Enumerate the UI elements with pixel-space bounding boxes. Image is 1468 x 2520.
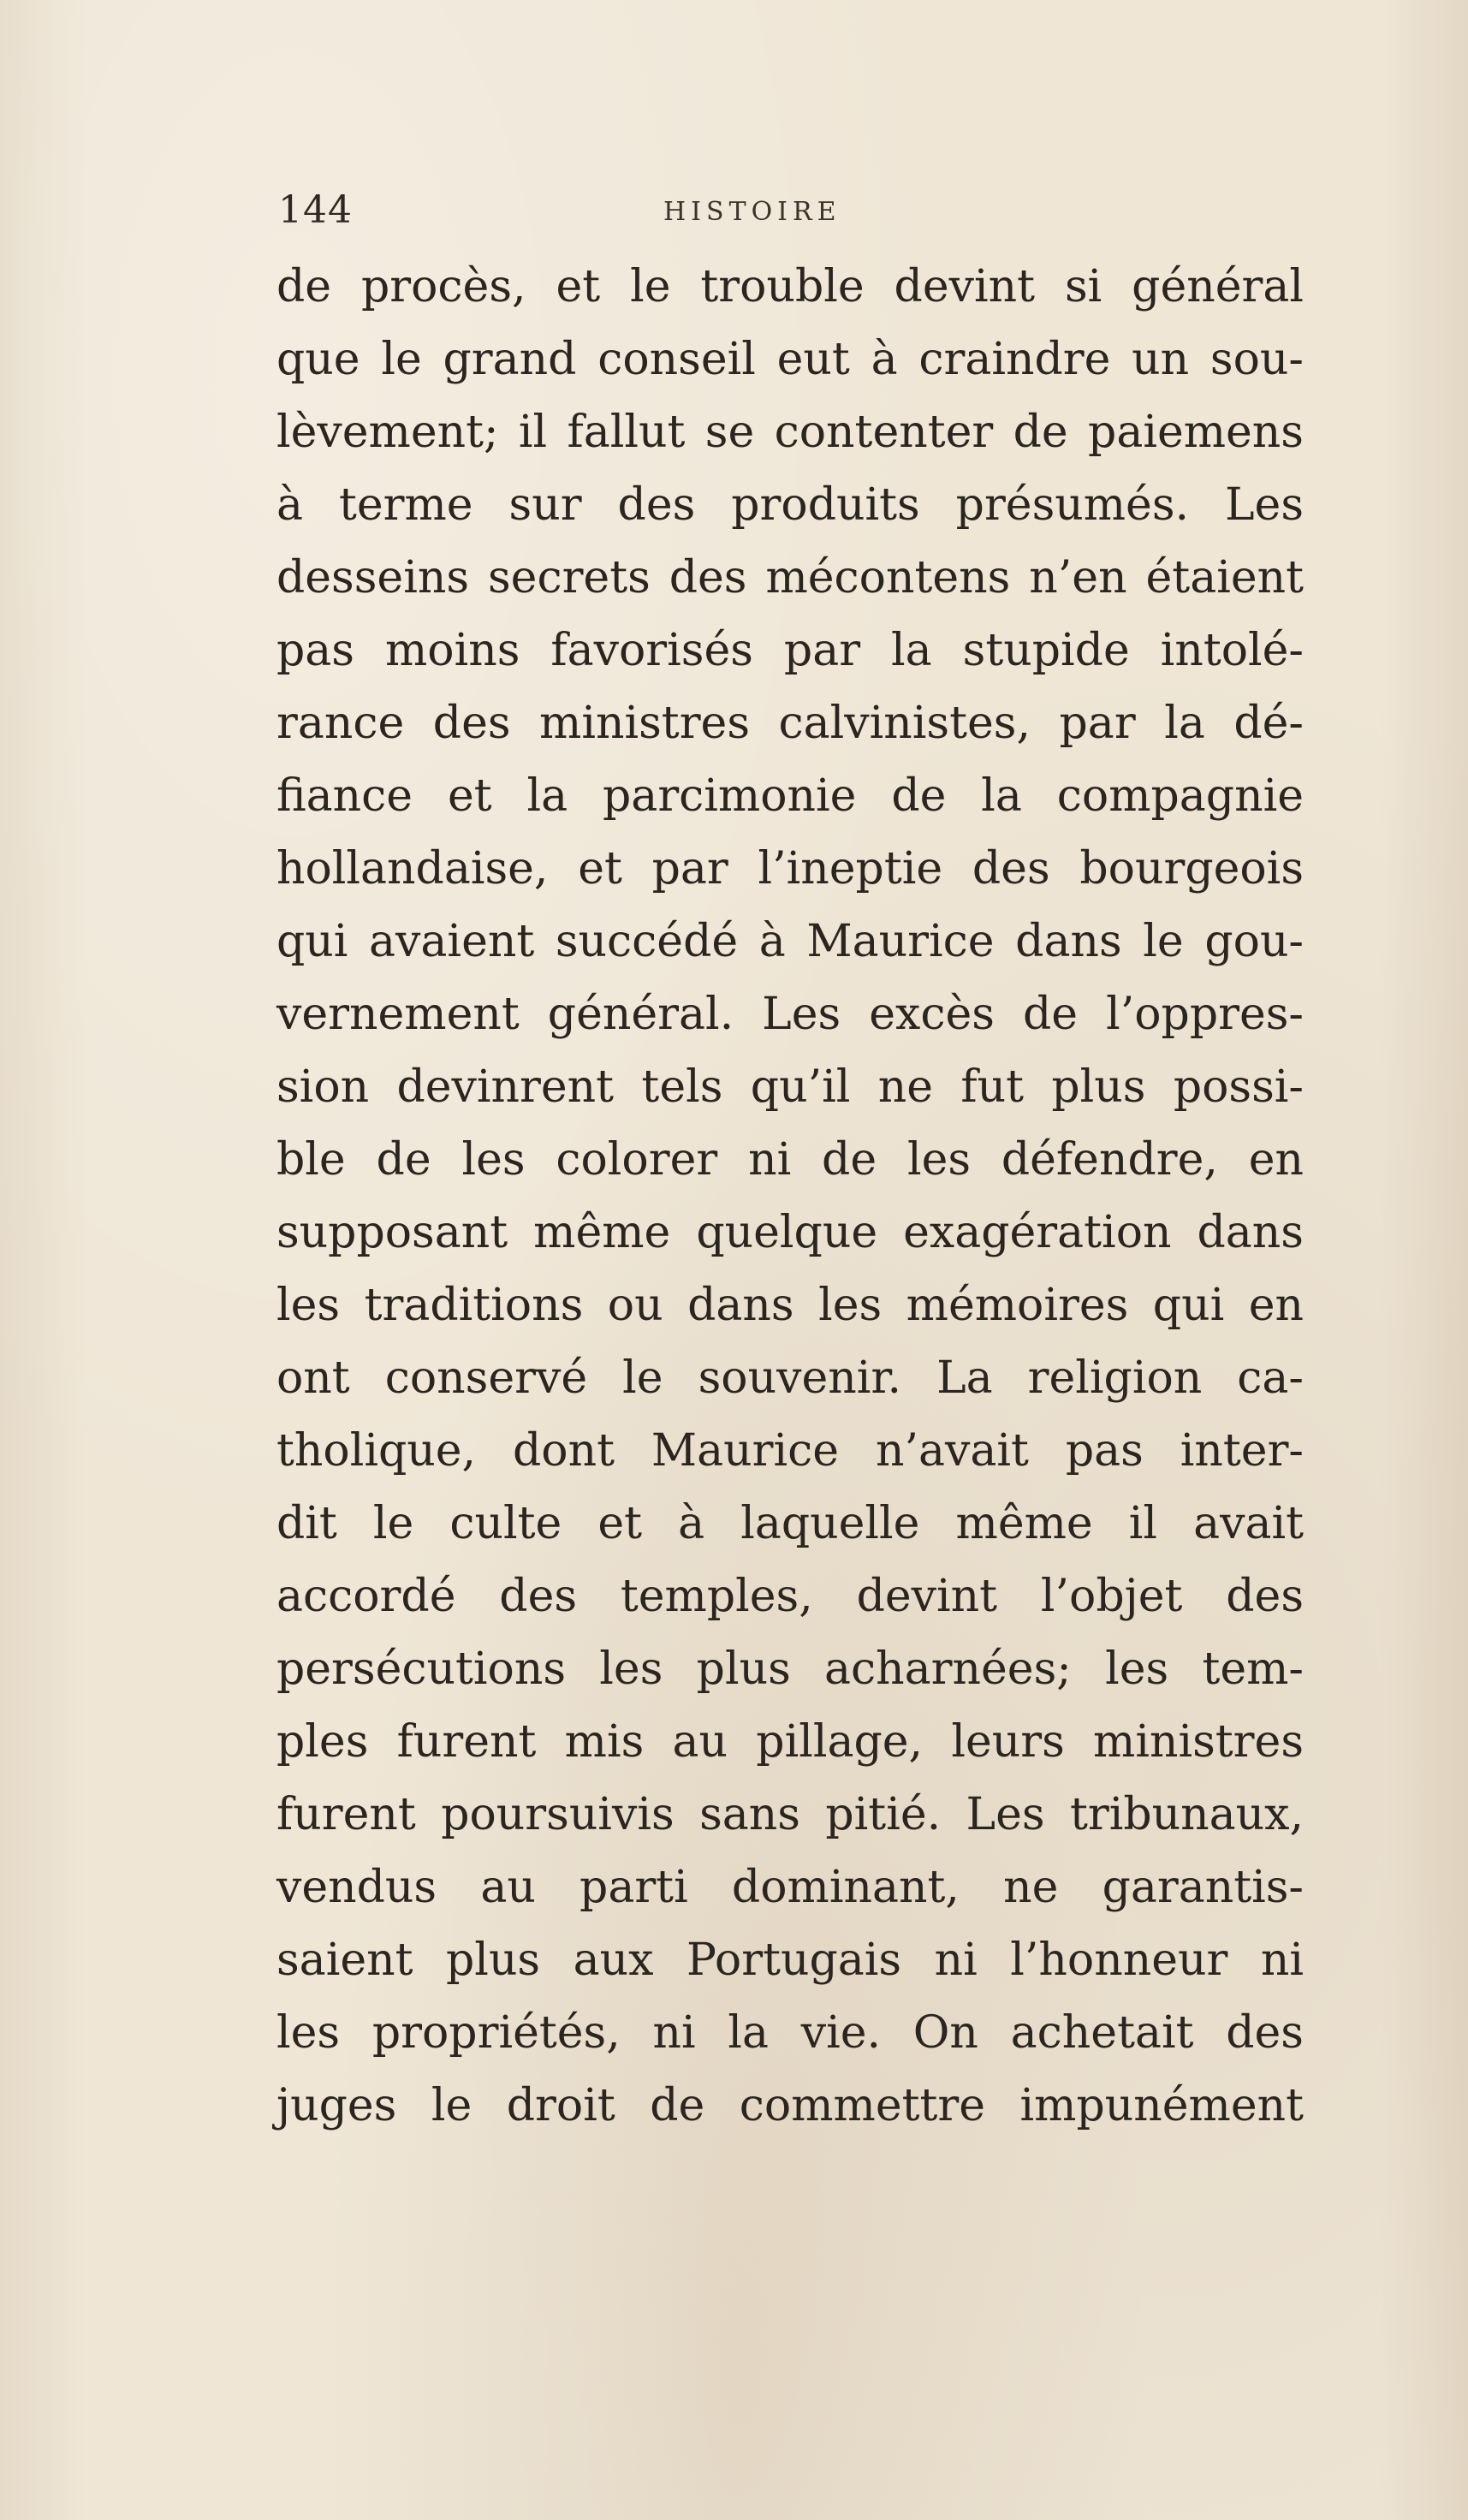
text-line: hollandaise, et par l’ineptie des bourgeois: [276, 843, 1304, 894]
text-line: sion devinrent tels qu’il ne fut plus possi-: [276, 1061, 1304, 1113]
text-line: que le grand conseil eut à craindre un sou-: [276, 334, 1304, 385]
text-line: accordé des temples, devint l’objet des: [276, 1571, 1304, 1622]
text-line: vernement général. Les excès de l’oppres-: [276, 989, 1304, 1040]
text-line: juges le droit de commettre impunément: [276, 2080, 1304, 2131]
text-line: vendus au parti dominant, ne garantis-: [276, 1862, 1304, 1913]
running-title: HISTOIRE: [663, 197, 841, 227]
text-line: saient plus aux Portugais ni l’honneur ni: [276, 1935, 1304, 1986]
body-text: [276, 251, 1304, 2143]
text-line: ont conservé le souvenir. La religion ca-: [276, 1352, 1304, 1404]
text-line: pas moins favorisés par la stupide intolé-: [276, 625, 1304, 676]
text-line: qui avaient succédé à Maurice dans le gou-: [276, 916, 1304, 967]
text-line: fiance et la parcimonie de la compagnie: [276, 770, 1304, 822]
text-line: tholique, dont Maurice n’avait pas inter-: [276, 1425, 1304, 1477]
text-line: les propriétés, ni la vie. On achetait des: [276, 2007, 1304, 2059]
text-line: à terme sur des produits présumés. Les: [276, 479, 1304, 531]
text-line: rance des ministres calvinistes, par la dé-: [276, 698, 1304, 749]
text-line: dit le culte et à laquelle même il avait: [276, 1498, 1304, 1549]
text-line: supposant même quelque exagération dans: [276, 1207, 1304, 1258]
text-line: les traditions ou dans les mémoires qui en: [276, 1280, 1304, 1331]
text-line: ples furent mis au pillage, leurs ministres: [276, 1716, 1304, 1768]
page-number: 144: [278, 188, 353, 232]
text-line: furent poursuivis sans pitié. Les tribunaux,: [276, 1789, 1304, 1840]
running-head: [278, 188, 1305, 240]
text-line: lèvement; il fallut se contenter de paiemens: [276, 407, 1304, 458]
text-line: de procès, et le trouble devint si général: [276, 261, 1304, 312]
text-line: persécutions les plus acharnées; les tem-: [276, 1643, 1304, 1695]
text-line: desseins secrets des mécontens n’en étaient: [276, 552, 1304, 603]
text-line: ble de les colorer ni de les défendre, en: [276, 1134, 1304, 1186]
